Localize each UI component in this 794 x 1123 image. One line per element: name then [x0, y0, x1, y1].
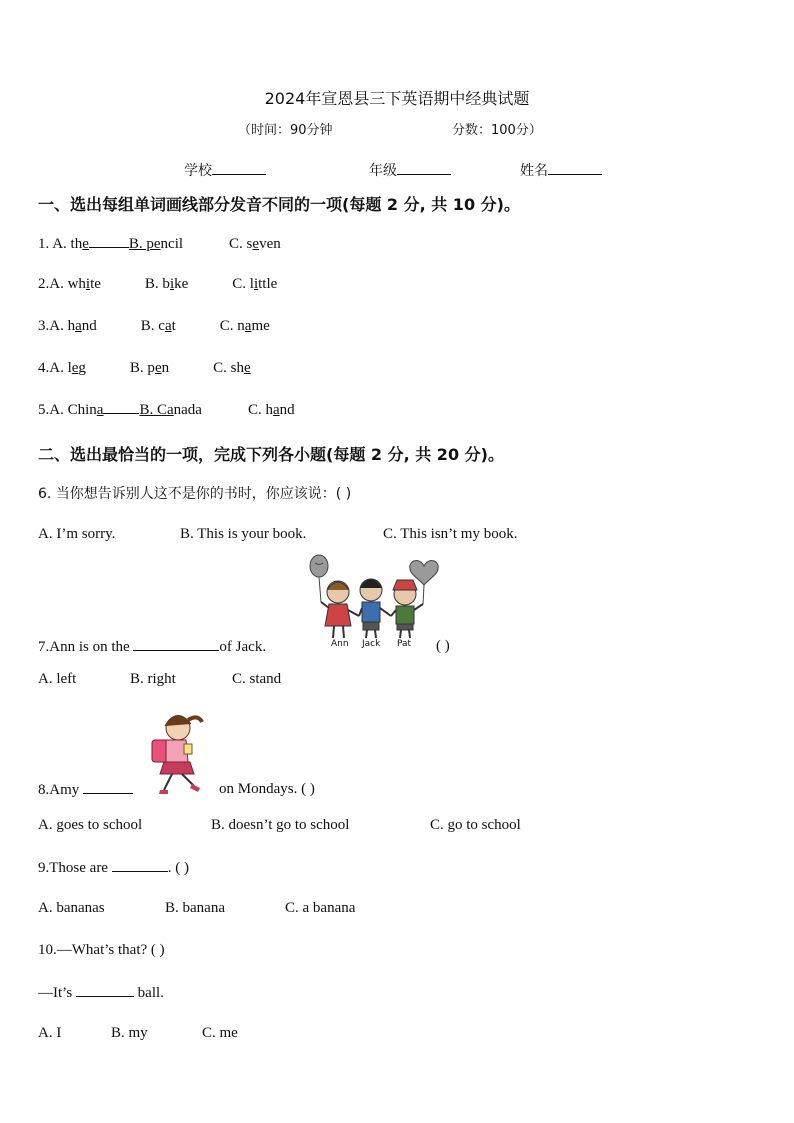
q10-option-c[interactable]: C. me [202, 1025, 238, 1041]
exam-score: 分数：100分） [452, 123, 542, 138]
q7-option-b[interactable]: B. right [130, 671, 176, 687]
name-field [520, 160, 602, 180]
question-1: 1. A. the B. pencil C. seven [38, 236, 281, 252]
q10-option-a[interactable]: A. I [38, 1025, 62, 1041]
question-3: 3.A. hand B. cat C. name [38, 318, 270, 334]
question-6-stem: 6. 当你想告诉别人这不是你的书时，你应该说：( ) [38, 486, 352, 502]
name-label: 姓名 [520, 163, 548, 179]
name-blank[interactable] [548, 160, 602, 175]
label-ann: Ann [331, 639, 349, 649]
q8-option-c[interactable]: C. go to school [430, 817, 521, 833]
grade-field [369, 160, 451, 180]
section2-heading: 二、选出最恰当的一项，完成下列各小题(每题 2 分, 共 20 分)。 [38, 445, 504, 464]
q1-line [89, 235, 129, 248]
q9-option-a[interactable]: A. bananas [38, 900, 105, 916]
question-4: 4.A. leg B. pen C. she [38, 360, 251, 376]
q8-option-a[interactable]: A. goes to school [38, 817, 143, 833]
question-10-line2: —It’s ball. [38, 985, 164, 1001]
q7-option-a[interactable]: A. left [38, 671, 77, 687]
school-blank[interactable] [212, 160, 266, 175]
q8-option-b[interactable]: B. doesn’t go to school [211, 817, 350, 833]
label-jack: Jack [362, 639, 381, 649]
q5-line [103, 401, 139, 414]
q7-answer-paren[interactable]: ( ) [436, 638, 450, 654]
q6-option-a[interactable]: A. I’m sorry. [38, 526, 116, 542]
q7-option-c[interactable]: C. stand [232, 671, 282, 687]
q9-option-c[interactable]: C. a banana [285, 900, 356, 916]
school-label: 学校 [184, 163, 212, 179]
q9-answer-blank[interactable] [112, 859, 168, 872]
q9-option-b[interactable]: B. banana [165, 900, 225, 916]
question-5: 5.A. China B. Canada C. hand [38, 402, 295, 418]
school-field [184, 160, 266, 180]
label-pat: Pat [397, 639, 412, 649]
question-8-stem-end: on Mondays. ( ) [219, 781, 315, 797]
q6-option-c[interactable]: C. This isn’t my book. [383, 526, 518, 542]
q8-answer-blank[interactable] [83, 781, 133, 794]
exam-time: （时间：90分钟 [238, 123, 333, 138]
question-2: 2.A. white B. bike C. little [38, 276, 278, 292]
question-7-stem: 7.Ann is on the of Jack. [38, 639, 267, 655]
q6-option-b[interactable]: B. This is your book. [180, 526, 307, 542]
question-10-stem: 10.—What’s that? ( ) [38, 942, 165, 958]
q10-option-b[interactable]: B. my [111, 1025, 148, 1041]
question-8-stem-start: 8.Amy [38, 781, 133, 799]
girl-going-to-school-illustration [144, 710, 208, 800]
children-balloons-illustration [305, 552, 440, 652]
question-9-stem: 9.Those are . ( ) [38, 860, 189, 876]
q10-answer-blank[interactable] [76, 984, 134, 997]
section1-heading: 一、选出每组单词画线部分发音不同的一项(每题 2 分, 共 10 分)。 [38, 195, 520, 214]
grade-blank[interactable] [397, 160, 451, 175]
page-title: 2024年宣恩县三下英语期中经典试题 [264, 89, 530, 108]
grade-label: 年级 [369, 163, 397, 179]
q7-answer-blank[interactable] [133, 638, 219, 651]
